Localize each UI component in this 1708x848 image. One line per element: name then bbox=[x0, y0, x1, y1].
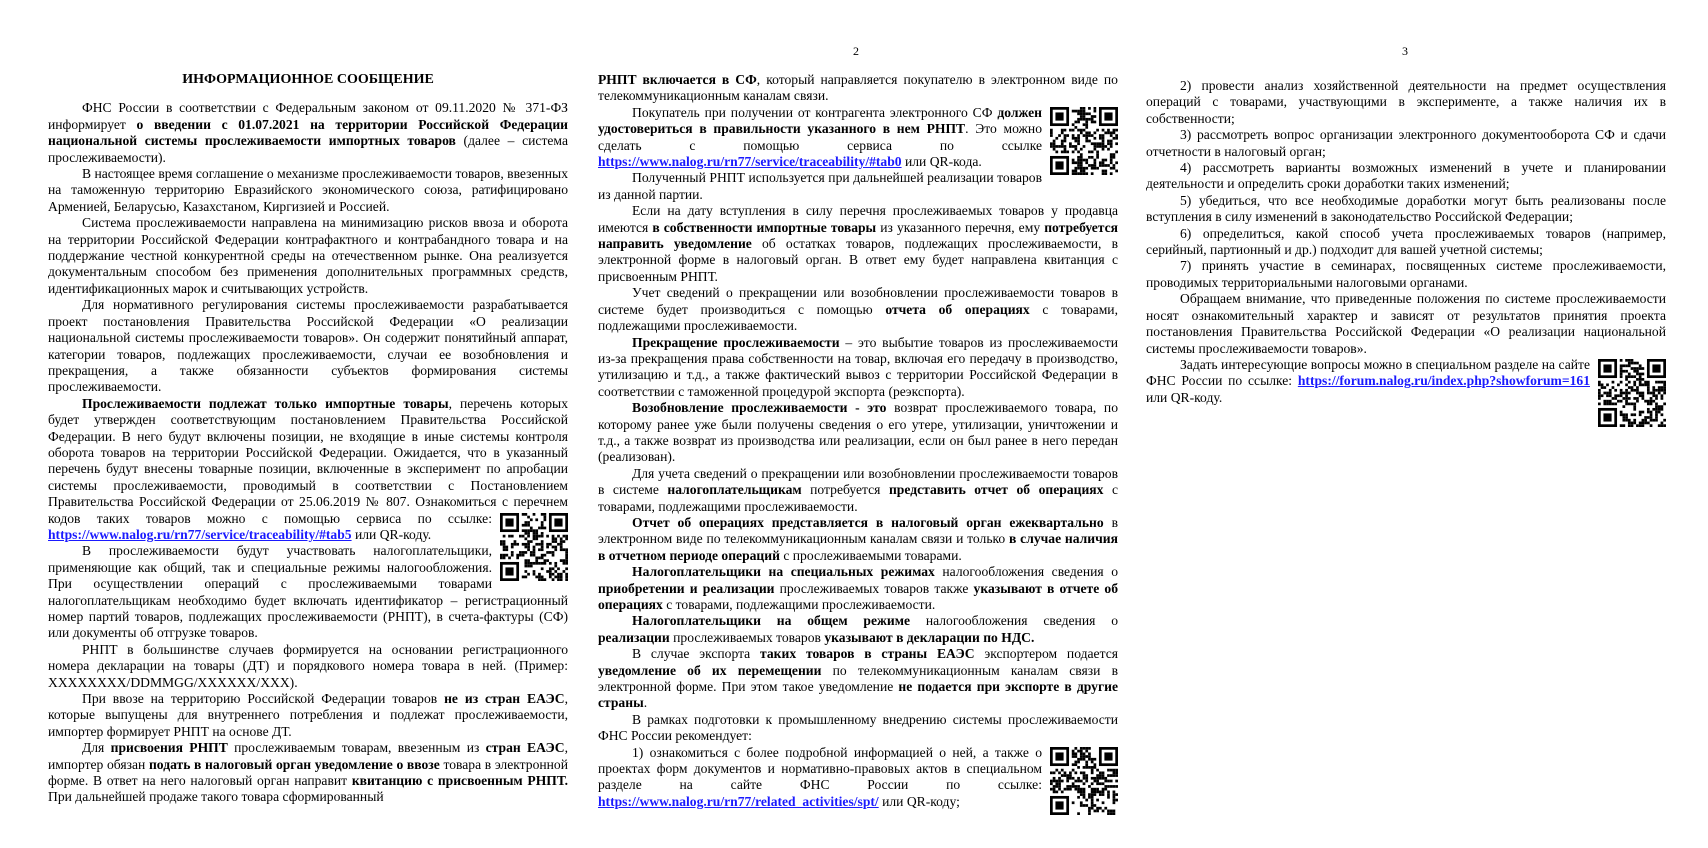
text: 1) ознакомиться с более подробной информацией о ней, а также о проектах форм документов и нормативно-правовых актов в специальном разделе на сайте ФНС России по ссылке: bbox=[598, 744, 1042, 793]
paragraph: В настоящее время соглашение о механизме прослеживаемости товаров, ввезенных на таможенную территорию Евразийского экономического союза, ратифицировано Арменией, Беларусью, Казахстаном, Киргизией и Россией. bbox=[48, 166, 568, 214]
text: об остатках товаров, подлежащих прослеживаемости, в электронной форме в налоговый орган. В ответ ему будет направлена квитанция с присвоенным РНПТ. bbox=[598, 236, 1119, 284]
text-bold: Прекращение прослеживаемости bbox=[632, 334, 840, 350]
text-bold: отчета об операциях bbox=[885, 301, 1030, 317]
paragraph bbox=[598, 515, 1118, 564]
text: Учет сведений о прекращении или возобновлении прослеживаемости товаров в системе будет производиться с помощью bbox=[598, 285, 1118, 317]
text-bold: указывают в декларации по НДС. bbox=[824, 629, 1035, 645]
paragraph bbox=[598, 745, 1118, 811]
text: экспортером подается bbox=[974, 646, 1118, 662]
text: потребуется bbox=[801, 482, 889, 498]
page-2 bbox=[598, 72, 1118, 817]
text-bold: Налогоплательщики на специальных режимах bbox=[632, 564, 935, 580]
paragraph: В рамках подготовки к промышленному внедрению системы прослеживаемости ФНС России рекомендует: bbox=[598, 711, 1118, 744]
list-item: 7) принять участие в семинарах, посвященных системе прослеживаемости, проводимых территориальными налоговыми органами. bbox=[1146, 258, 1666, 290]
list-item: 6) определиться, какой способ учета прослеживаемых товаров (например, серийный, партионный и др.) подходит для вашей учетной системы; bbox=[1146, 225, 1666, 258]
text: налогообложения сведения о bbox=[910, 613, 1118, 629]
traceability-tab5-link[interactable]: https://www.nalog.ru/rn77/service/traceability/#tab5 bbox=[48, 526, 352, 542]
qr-code-icon bbox=[1598, 359, 1666, 427]
text: товара в электронной форме. В ответ на него налоговый орган направит bbox=[48, 756, 568, 789]
text: с товарами, подлежащими прослеживаемости. bbox=[598, 482, 1119, 514]
text: или QR-коду. bbox=[1146, 389, 1223, 405]
text-bold: таких товаров в страны ЕАЭС bbox=[760, 646, 975, 662]
text: , перечень которых будет утвержден соответствующим постановлением Правительства Российской Федерации. В него будут включены позиции, не входящие в иные системы контроля оборота товаров на территории Российской Федерации. Ожидается, что в указанный перечень будут внесены товарные позиции, включенные в эксперимент по апробации системы прослеживаемости, проводимый в соответствии с Постановлением Правительства Российской Федерации от 25.06.2019 № 807. Ознакомиться с перечнем кодов таких товаров можно с помощью сервиса по ссылке: bbox=[48, 395, 568, 526]
paragraph bbox=[598, 335, 1118, 401]
paragraph bbox=[48, 740, 568, 806]
text: . Это можно сделать с помощью сервиса по ссылке bbox=[598, 121, 1042, 153]
text: прослеживаемых товаров также bbox=[774, 580, 974, 596]
text: с прослеживаемыми товарами. bbox=[779, 547, 962, 563]
text-bold: потребуется направить уведомление bbox=[598, 219, 1118, 252]
list-item: 3) рассмотреть вопрос организации электронного документооборота СФ и сдачи отчетности в налоговый орган; bbox=[1146, 127, 1666, 159]
qr-code-icon bbox=[500, 513, 568, 581]
text: Покупатель при получении от контрагента электронного СФ bbox=[632, 104, 998, 120]
paragraph bbox=[598, 105, 1118, 171]
text: из указанного перечня, ему bbox=[876, 219, 1045, 235]
text: , который направляется покупателю в электронном виде по телекоммуникационным каналам связи. bbox=[598, 72, 1118, 104]
qr-code-icon bbox=[1050, 107, 1118, 175]
paragraph bbox=[598, 646, 1118, 712]
text-bold: не из стран ЕАЭС bbox=[444, 691, 565, 707]
text-bold: Отчет об операциях представляется в налоговый орган ежеквартально bbox=[632, 514, 1104, 530]
text: или QR-коду. bbox=[351, 526, 432, 542]
text-bold: уведомление об их перемещении bbox=[598, 662, 822, 678]
text: или QR-кода. bbox=[901, 154, 982, 170]
paragraph bbox=[598, 203, 1118, 285]
text-bold: Возобновление прослеживаемости - это bbox=[632, 400, 887, 416]
paragraph bbox=[598, 564, 1118, 613]
text-bold: налогоплательщикам bbox=[667, 482, 802, 498]
text: Для учета сведений о прекращении или возобновлении прослеживаемости товаров в системе bbox=[598, 465, 1118, 498]
list-item: 2) провести анализ хозяйственной деятельности на предмет осуществления операций с товарами, участвующими в эксперименте, а также наличия их в собственности; bbox=[1146, 78, 1666, 126]
paragraph bbox=[48, 100, 568, 166]
paragraph: РНПТ в большинстве случаев формируется на основании регистрационного номера декларации на товары (ДТ) и порядкового номера товара в ней. (Пример: XXXXXXXX/DDMMGG/XXXXXX/XXX). bbox=[48, 641, 568, 690]
paragraph bbox=[598, 613, 1118, 646]
text: , импортер обязан bbox=[48, 740, 568, 772]
text: – это выбытие товаров из прослеживаемости из-за прекращения права собственности на товар, включая его передачу в производство, утилизацию и т.д., а также фактический вывоз с территории Российской Федерации в соответствии с таможенной процедурой экспорта (реэкспорта). bbox=[598, 334, 1118, 399]
text: или QR-коду; bbox=[878, 793, 960, 809]
paragraph: Обращаем внимание, что приведенные положения по системе прослеживаемости носят ознакомительный характер и зависят от результатов принятия проекта постановления Правительства Российской Федерации «О реализации национальной системы прослеживаемости товаров». bbox=[1146, 291, 1666, 356]
list-item: 5) убедиться, что все необходимые доработки могут быть реализованы после вступления в силу изменений в законодательство Российской Федерации; bbox=[1146, 192, 1666, 225]
paragraph: В прослеживаемости будут участвовать налогоплательщики, применяющие как общий, так и специальные режимы налогообложения. При осуществлении операций с прослеживаемыми товарами налогоплательщикам необходимо будет включать идентификатор – регистрационный номер партий товаров, подлежащих прослеживаемости (РНПТ), в счета-фактуры (СФ) или документы об отгрузке товаров. bbox=[48, 543, 568, 641]
text: При ввозе на территорию Российской Федерации товаров bbox=[82, 691, 445, 707]
text-bold: в собственности импортные товары bbox=[652, 219, 877, 235]
text: возврат прослеживаемого товара, по которому ранее уже были получены сведения о его утере, утилизации, уничтожении и т.д., а также возврат из производства или реализации, если он был ранее в него передан (реализован). bbox=[598, 400, 1118, 465]
paragraph bbox=[598, 400, 1118, 466]
text-bold: стран ЕАЭС bbox=[485, 740, 565, 756]
paragraph bbox=[1146, 357, 1666, 406]
text: прослеживаемых товаров bbox=[669, 629, 825, 645]
text-bold: о введении с 01.07.2021 на территории Российской Федерации национальной системы прослеживаемости импортных товаров bbox=[48, 116, 568, 149]
text-bold: указывают в отчете об операциях bbox=[598, 580, 1118, 612]
text-bold: подать в налоговый орган уведомление о ввозе bbox=[148, 756, 440, 772]
text-bold: реализации bbox=[598, 629, 670, 645]
text-bold: квитанцию с присвоенным РНПТ. bbox=[351, 773, 568, 789]
paragraph: Для нормативного регулирования системы прослеживаемости разрабатывается проект постановления Правительства Российской Федерации «О реализации национальной системы прослеживаемости товаров». Он содержит понятийный аппарат, категории товаров, подлежащих прослеживаемости, случаи ее возобновления и прекращения, а также обязанности субъектов формирования системы прослеживаемости. bbox=[48, 297, 568, 395]
paragraph bbox=[598, 466, 1118, 515]
related-activities-spt-link[interactable]: https://www.nalog.ru/rn77/related_activities/spt/ bbox=[598, 793, 879, 809]
text: с товарами, подлежащими прослеживаемости. bbox=[662, 597, 936, 612]
paragraph: Полученный РНПТ используется при дальнейшей реализации товаров из данной партии. bbox=[598, 170, 1042, 202]
text: по телекоммуникационным каналам связи в электронной форме. При этом такое уведомление bbox=[598, 662, 1118, 695]
text-bold: не подается при экспорте в другие страны bbox=[598, 679, 1118, 711]
qr-code-icon bbox=[1050, 747, 1118, 815]
text: (далее – система прослеживаемости). bbox=[48, 133, 568, 165]
traceability-tab0-link[interactable]: https://www.nalog.ru/rn77/service/traceability/#tab0 bbox=[598, 154, 902, 170]
text-bold: представить отчет об операциях bbox=[888, 482, 1104, 498]
list-item: 4) рассмотреть варианты возможных изменений в учете и планировании деятельности и определить сроки доработки таких изменений; bbox=[1146, 160, 1666, 192]
text: Если на дату вступления в силу перечня прослеживаемых товаров у продавца имеются bbox=[598, 203, 1118, 235]
text-bold: РНПТ включается в СФ bbox=[598, 72, 757, 87]
page-number: 2 bbox=[853, 44, 859, 58]
page-1 bbox=[48, 0, 568, 806]
paragraph bbox=[598, 72, 1118, 105]
text-bold: должен удостовериться в правильности указанного в нем РНПТ bbox=[598, 104, 1042, 137]
text-bold: Прослеживаемости подлежат только импортные товары bbox=[82, 395, 449, 411]
text: В случае экспорта bbox=[632, 646, 761, 662]
text: с товарами, подлежащими прослеживаемости. bbox=[598, 301, 1118, 334]
text: Для bbox=[82, 740, 111, 756]
text: прослеживаемым товарам, ввезенным из bbox=[227, 740, 486, 756]
text: , которые выпущены для внутреннего потребления и подлежат прослеживаемости, импортер формирует РНПТ на основе ДТ. bbox=[48, 691, 568, 739]
text: налогообложения сведения о bbox=[934, 564, 1118, 580]
text-bold: приобретении и реализации bbox=[598, 580, 775, 596]
page-title: ИНФОРМАЦИОННОЕ СООБЩЕНИЕ bbox=[182, 72, 434, 87]
forum-link[interactable]: https://forum.nalog.ru/index.php?showforum=161 bbox=[1297, 373, 1590, 389]
text: ФНС России в соответствии с Федеральным законом от 09.11.2020 № 371-ФЗ информирует bbox=[48, 100, 568, 132]
page-3 bbox=[1146, 78, 1666, 429]
text: Задать интересующие вопросы можно в специальном разделе на сайте ФНС России по ссылке: bbox=[1146, 356, 1590, 389]
paragraph bbox=[48, 396, 568, 544]
text-bold: присвоения РНПТ bbox=[110, 740, 228, 756]
text: . bbox=[643, 695, 648, 711]
text-bold: Налогоплательщики на общем режиме bbox=[632, 613, 911, 629]
paragraph bbox=[598, 285, 1118, 334]
text: При дальнейшей продаже такого товара сформированный bbox=[48, 789, 384, 805]
text: в электронном виде по телекоммуникационным каналам связи и только bbox=[598, 514, 1118, 547]
paragraph: Система прослеживаемости направлена на минимизацию рисков ввоза и оборота на территории Российской Федерации контрафактного и контрабандного товара и на поддержание честной конкурентной среды на отечественном рынке. Она реализуется документальным способом без применения дополнительных программных средств, идентификационных марок и считывающих устройств. bbox=[48, 215, 568, 296]
paragraph bbox=[48, 691, 568, 740]
page-number: 3 bbox=[1402, 44, 1408, 58]
text-bold: в случае наличия в отчетном периоде операций bbox=[598, 531, 1118, 563]
